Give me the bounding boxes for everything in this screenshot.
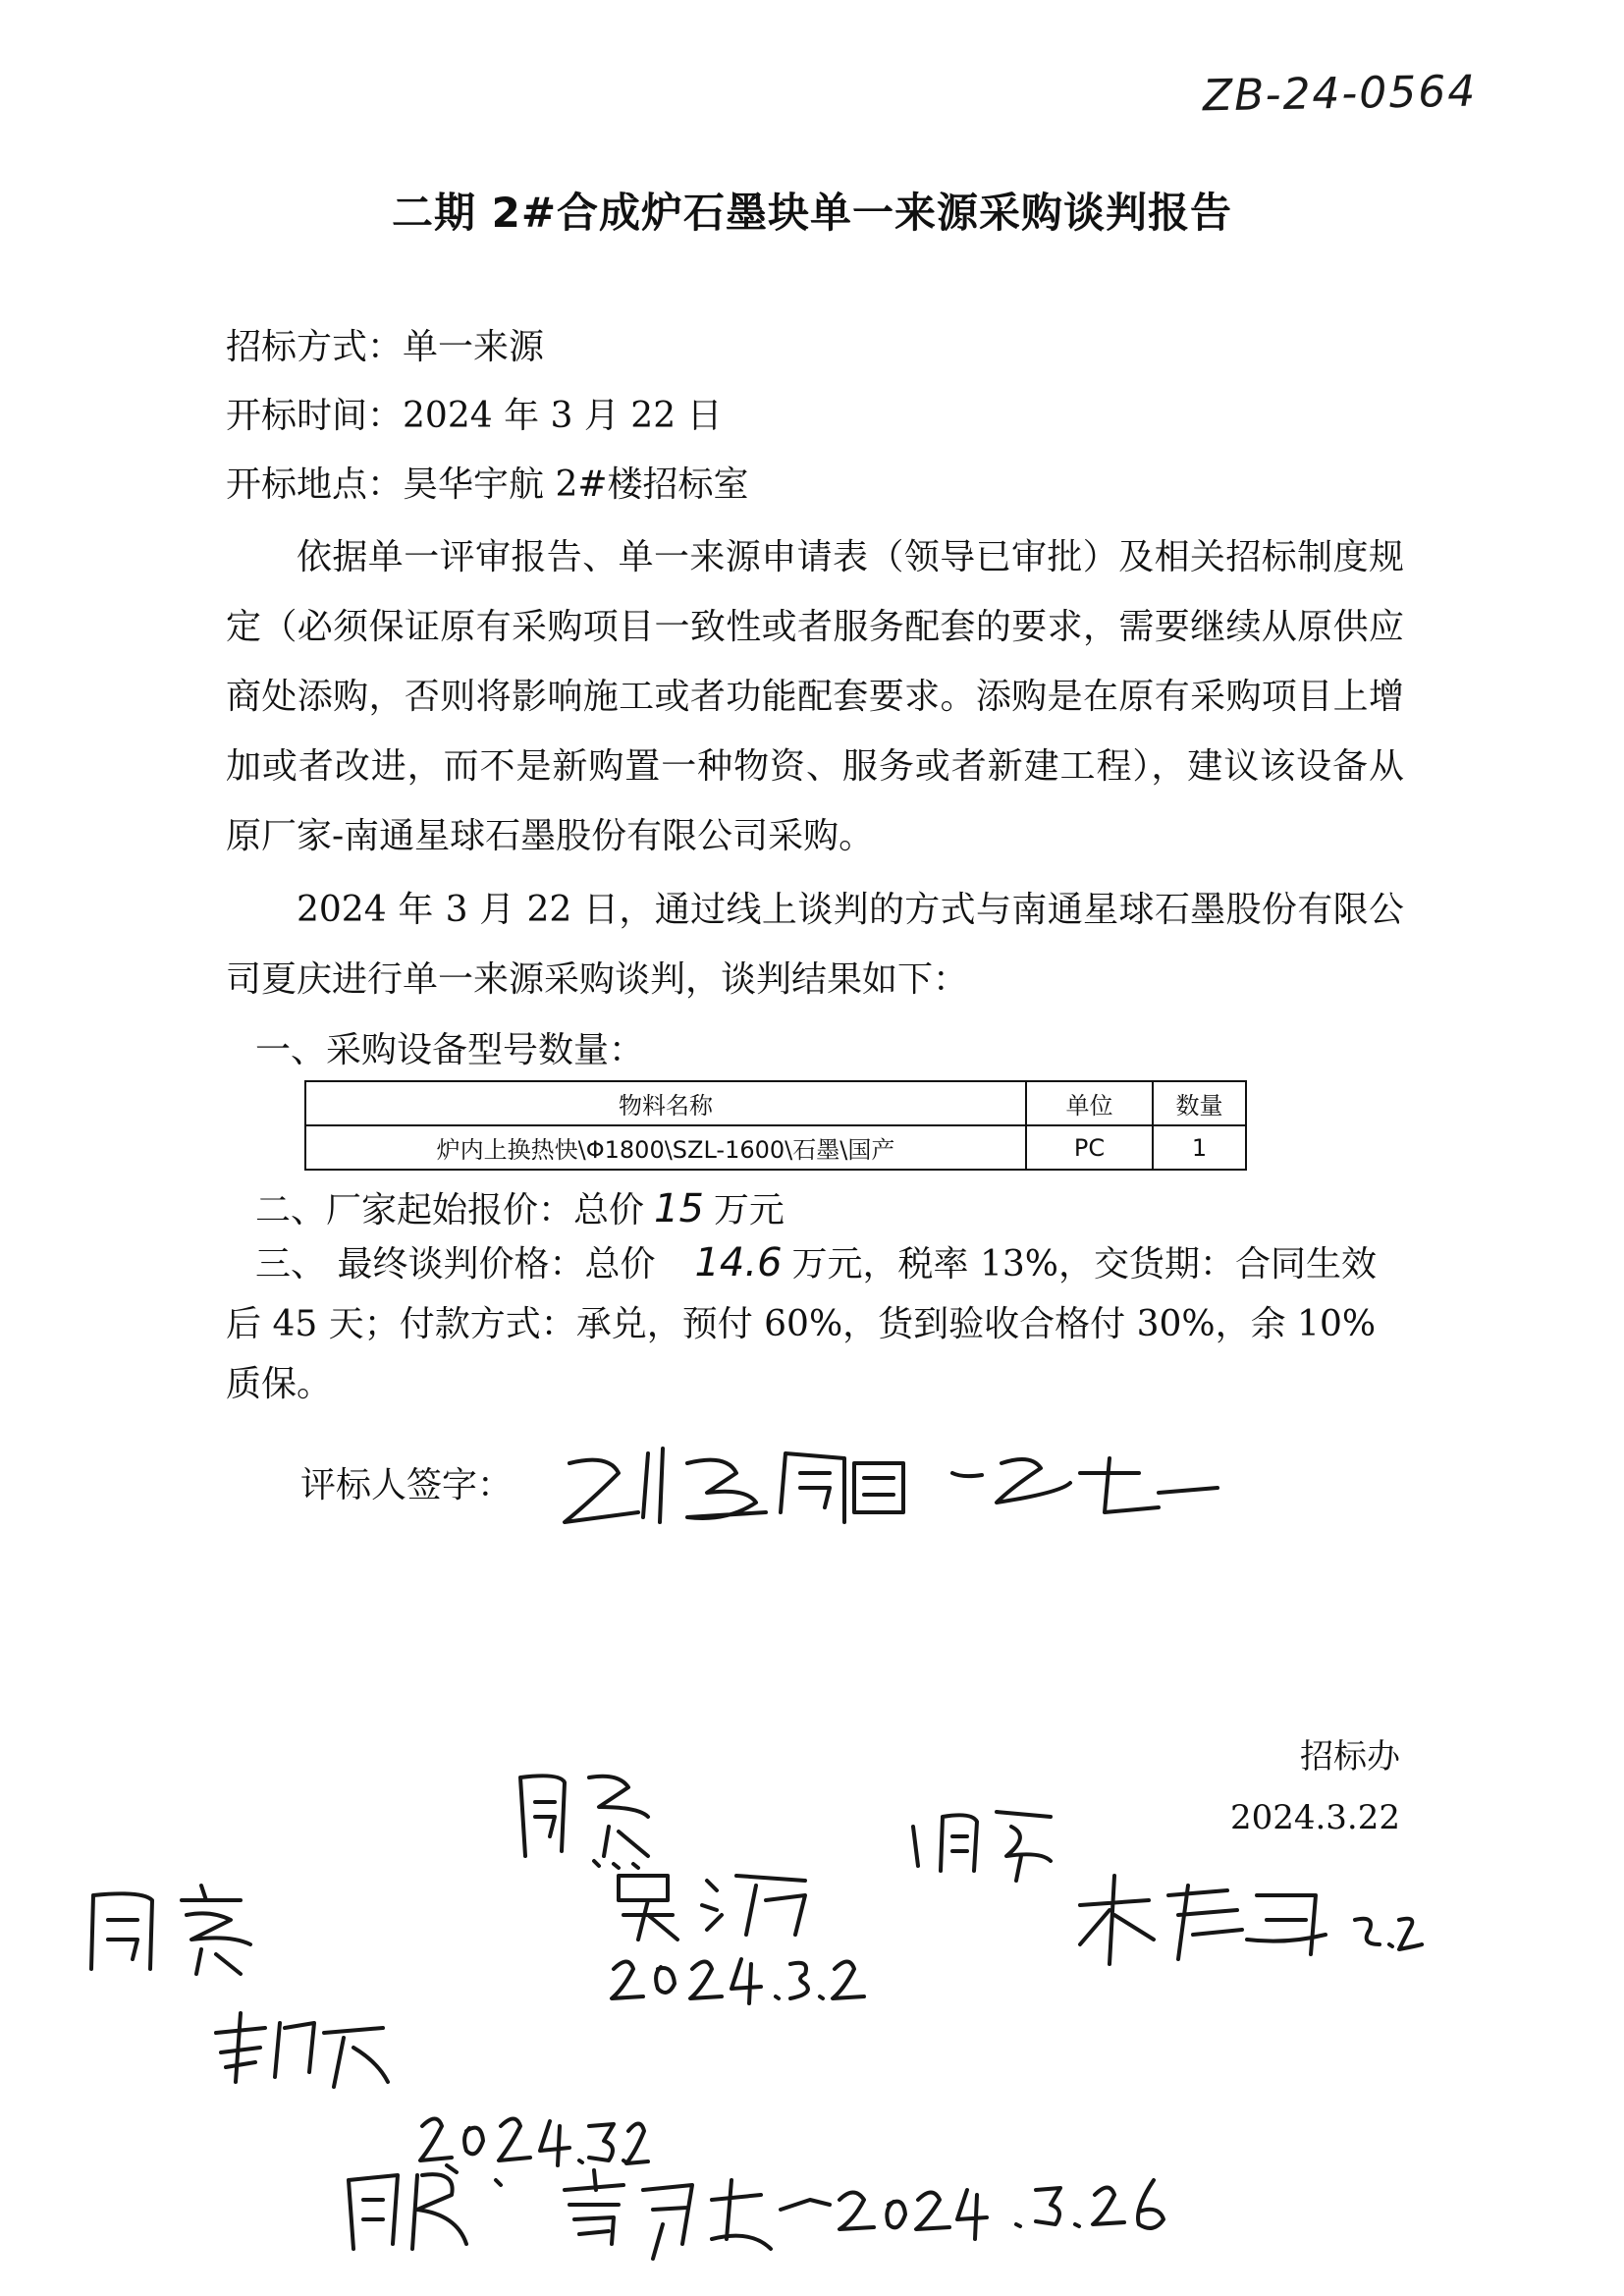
tender-method-line [226, 324, 544, 371]
date-handwritten-1 [604, 1949, 869, 2008]
section-2-suffix: 万元 [713, 1190, 785, 1230]
section-2 [255, 1185, 785, 1234]
opening-place-line [226, 462, 749, 509]
section-3-prefix: 三、 最终谈判价格：总价 [255, 1244, 656, 1285]
start-price-value: 15 [654, 1186, 704, 1231]
final-price-value: 14.6 [694, 1240, 783, 1285]
signatures-bottom [339, 2151, 1203, 2269]
body-paragraph-2 [226, 875, 1404, 1014]
section-3 [226, 1233, 1404, 1414]
body-paragraph-2-text: 2024 年 3 月 22 日，通过线上谈判的方式与南通星球石墨股份有限公司夏庆进行单一来源采购谈判，谈判结果如下： [226, 890, 1404, 1000]
section-1-title: 一、采购设备型号数量： [255, 1030, 645, 1070]
equipment-table [304, 1080, 1247, 1171]
tender-method-label: 招标方式： [226, 327, 404, 367]
opening-time-label: 开标时间： [226, 396, 404, 436]
evaluator-sign-label: 评标人签字： [300, 1465, 514, 1505]
opening-place-value: 昊华宇航 2#楼招标室 [403, 465, 749, 505]
table-cell-qty: 1 [1153, 1125, 1246, 1170]
office-name: 招标办 [1300, 1737, 1400, 1777]
signature-approve-3 [903, 1797, 1060, 1886]
table-header-qty: 数量 [1153, 1081, 1246, 1125]
section-2-prefix: 二、厂家起始报价：总价 [255, 1190, 645, 1230]
table-header-name: 物料名称 [305, 1081, 1026, 1125]
office-date: 2024.3.22 [1229, 1798, 1400, 1837]
signature-approve-1 [83, 1876, 280, 1984]
signature-tong [206, 2003, 403, 2092]
document-code: ZB-24-0564 [1202, 66, 1478, 122]
table-cell-name: 炉内上换热快\Φ1800\SZL-1600\石墨\国产 [305, 1125, 1026, 1170]
opening-time-line [226, 393, 723, 440]
table-header-row [305, 1081, 1246, 1125]
table-header-unit: 单位 [1026, 1081, 1153, 1125]
office-signoff [1230, 1726, 1400, 1848]
evaluator-signatures [550, 1434, 1237, 1542]
section-3-suffix: 万元，税率 13%，交货期：合同生效后 45 天；付款方式：承兑，预付 60%，货到验收合格付 30%，余 10%质保。 [226, 1244, 1377, 1404]
body-paragraph-1 [226, 522, 1404, 871]
signature-li [1070, 1866, 1424, 1984]
table-row [305, 1125, 1246, 1170]
opening-time-value: 2024 年 3 月 22 日 [403, 396, 723, 436]
table-cell-unit: PC [1026, 1125, 1153, 1170]
body-paragraph-1-text: 依据单一评审报告、单一来源申请表（领导已审批）及相关招标制度规定（必须保证原有采购项目一致性或者服务配套的要求，需要继续从原供应商处添购，否则将影响施工或者功能配套要求。添购是在原有采购项目上增加或者改进，而不是新购置一种物资、服务或者新建工程），建议该设备从原厂家-南通星球石墨股份有限公司采购。 [226, 537, 1404, 856]
document-title: 二期 2#合成炉石墨块单一来源采购谈判报告 [391, 189, 1233, 237]
opening-place-label: 开标地点： [226, 465, 404, 505]
signature-wu [609, 1856, 835, 1944]
tender-method-value: 单一来源 [403, 327, 545, 367]
